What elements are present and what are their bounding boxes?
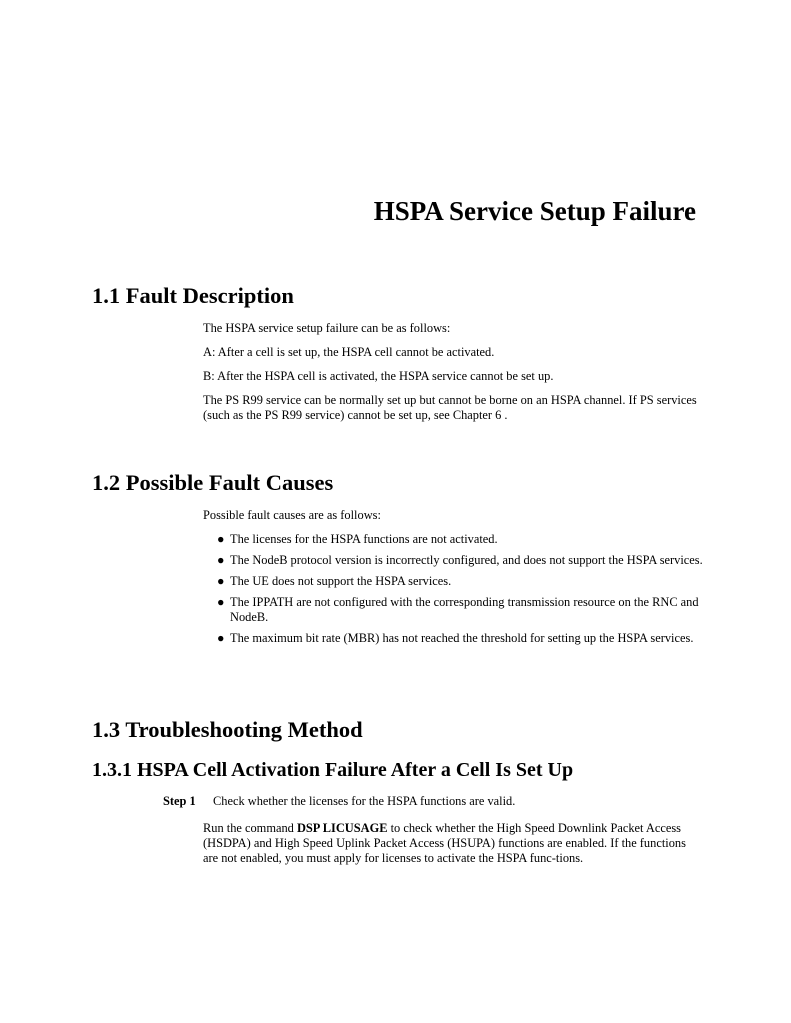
document-title: HSPA Service Setup Failure: [373, 196, 696, 226]
step-label: Step 1: [163, 794, 196, 808]
paragraph: Run the command DSP LICUSAGE to check whether the High Speed Downlink Packet Access (HSDPA) and High Speed Uplink Packet Access (HSUPA) functions are enabled. If the functions are not enabled, you must apply for licenses to activate the HSPA func-tions.: [203, 821, 686, 865]
list-item: ● The NodeB protocol version is incorrectly configured, and does not support the HSPA services.: [217, 553, 703, 567]
paragraph: Possible fault causes are as follows:: [203, 508, 381, 522]
heading-troubleshooting: 1.3 Troubleshooting Method: [92, 717, 363, 742]
heading-possible-causes: 1.2 Possible Fault Causes: [92, 470, 334, 495]
paragraph: The HSPA service setup failure can be as follows:: [203, 321, 451, 335]
possible-causes-body: [203, 508, 703, 652]
command-name: DSP LICUSAGE: [296, 821, 388, 835]
bullet-icon: ●: [217, 631, 225, 645]
bullet-icon: ●: [217, 553, 225, 567]
list-item: ● The maximum bit rate (MBR) has not reached the threshold for setting up the HSPA services.: [217, 631, 694, 645]
paragraph: The PS R99 service can be normally set up but cannot be borne on an HSPA channel. If PS services (such as the PS R99 service) cannot be set up, see Chapter 6 .: [203, 393, 697, 422]
list-item: ● The UE does not support the HSPA services.: [217, 574, 452, 588]
bullet-icon: ●: [217, 574, 225, 588]
step-1: [163, 794, 515, 809]
paragraph: B: After the HSPA cell is activated, the HSPA service cannot be set up.: [203, 369, 554, 383]
paragraph: A: After a cell is set up, the HSPA cell cannot be activated.: [203, 345, 495, 359]
subheading-cell-activation: 1.3.1 HSPA Cell Activation Failure After a Cell Is Set Up: [92, 759, 574, 781]
step-text: Check whether the licenses for the HSPA functions are valid.: [213, 794, 516, 808]
fault-description-body: [203, 321, 703, 432]
bullet-icon: ●: [217, 532, 225, 546]
list-item: ● The licenses for the HSPA functions are not activated.: [217, 532, 498, 546]
heading-fault-description: 1.1 Fault Description: [92, 283, 294, 308]
list-item: ● The IPPATH are not configured with the corresponding transmission resource on the RNC and NodeB.: [217, 595, 699, 624]
bullet-icon: ●: [217, 595, 225, 609]
cause-list: [203, 532, 703, 646]
step-1-body: [203, 821, 695, 875]
